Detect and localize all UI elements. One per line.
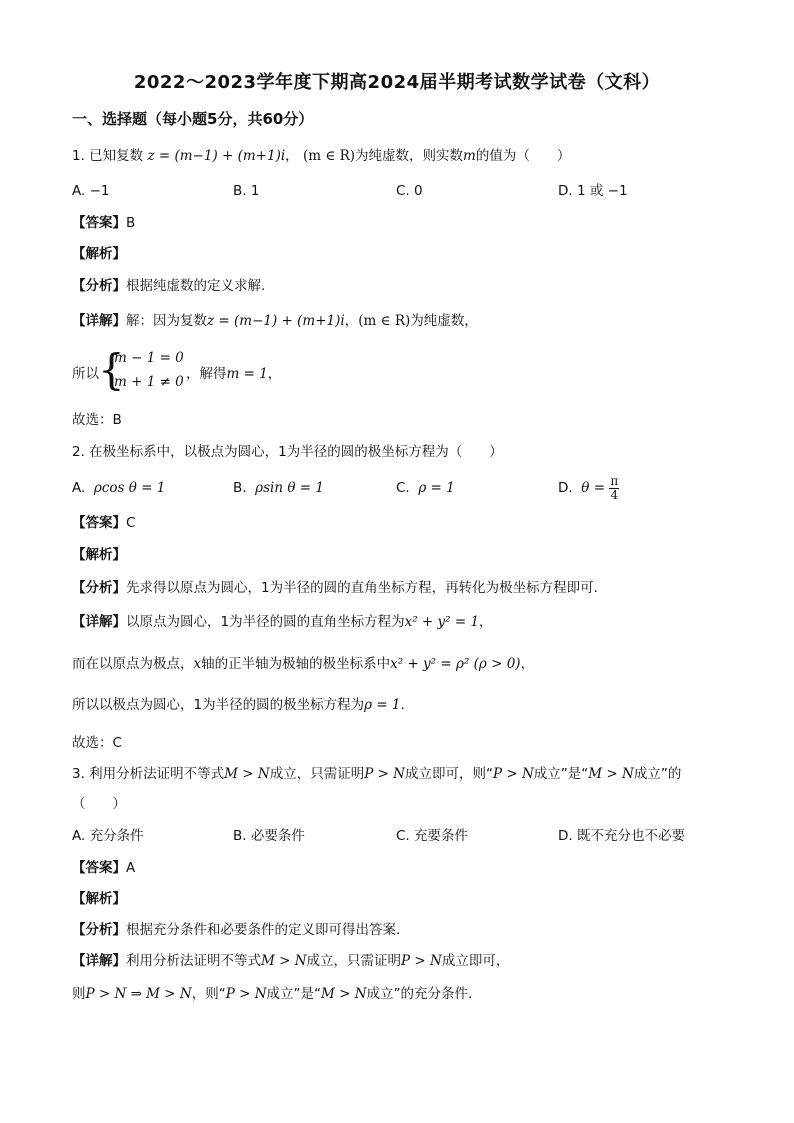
q3-analysis-text: 根据充分条件和必要条件的定义即可得出答案. [126, 922, 401, 938]
q2-analysis-text: 先求得以原点为圆心，1为半径的圆的直角坐标方程，再转化为极坐标方程即可. [126, 580, 598, 596]
q3-d1-text-2: 成立即可， [441, 953, 510, 969]
q2-option-c-label: C. [396, 480, 410, 496]
q3-detail-1 [72, 951, 509, 971]
q3-formula-3: P > N [493, 766, 534, 782]
q1-system-eq2: m + 1 ≠ 0 [114, 374, 184, 390]
q2-detail1-pre: 以原点为圆心，1为半径的圆的直角坐标方程为 [126, 614, 405, 630]
answer-label: 【答案】 [72, 515, 126, 531]
q3-analysis [72, 920, 400, 940]
q1-detail-pre: 解：因为复数 [126, 313, 207, 329]
q2-option-b-label: B. [233, 480, 247, 496]
q2-analysis [72, 578, 598, 598]
q1-so-tail-post: ， [267, 366, 282, 382]
fraction-denominator: 4 [610, 487, 619, 502]
detail-label: 【详解】 [72, 953, 126, 969]
q2-detail-1 [72, 612, 493, 632]
q2-option-c-formula: ρ = 1 [418, 480, 455, 496]
q3-d2-text-3: 成立”的充分条件. [366, 986, 473, 1002]
q1-analysis-text: 根据纯虚数的定义求解. [126, 278, 266, 294]
q1-answer [72, 213, 135, 233]
q2-option-d-fraction [609, 475, 619, 502]
q3-d1-formula-1: M > N [261, 953, 307, 969]
q3-option-a: A. 充分条件 [72, 828, 144, 844]
q3-option-d: D. 既不充分也不必要 [558, 828, 685, 844]
q1-option-c: C. 0 [396, 183, 423, 199]
q2-detail2-formula: x² + y² = ρ² (ρ > 0) [390, 656, 521, 672]
q2-option-a-formula: ρcos θ = 1 [93, 480, 166, 496]
q1-formula: z = (m−1) + (m+1)i [147, 148, 286, 164]
q1-choose: 故选：B [72, 412, 122, 428]
q1-detail: 【详解】解：因为复数z = (m−1) + (m+1)i，(m ∈ R)为纯虚数， [72, 313, 478, 329]
q2-detail-2 [72, 654, 534, 674]
q3-detail-2 [72, 984, 472, 1004]
q3-option-b: B. 必要条件 [233, 828, 305, 844]
q3-text-4: 成立”的 [633, 766, 682, 782]
q3-text-3: 成立”是“ [533, 766, 589, 782]
q2-option-c [396, 478, 455, 498]
q2-detail2-post: ， [520, 656, 535, 672]
detail-label: 【详解】 [72, 614, 126, 630]
analysis-label: 【分析】 [72, 580, 126, 596]
q1-stem-post: 为纯虚数，则实数 [355, 148, 464, 164]
detail-label: 【详解】 [72, 313, 126, 329]
q3-answer [72, 858, 135, 878]
q3-formula-1: M > N [224, 766, 270, 782]
q3-formula-4: M > N [588, 766, 634, 782]
q3-formula-2: P > N [364, 766, 405, 782]
q2-detail3-post: . [400, 697, 405, 713]
q3-stem [72, 764, 681, 784]
q1-detail-post: 为纯虚数， [410, 313, 478, 329]
q2-detail2-mid: 轴的正半轴为极轴的极坐标系中 [201, 656, 391, 672]
q2-choose: 故选：C [72, 735, 122, 751]
analysis-label: 【分析】 [72, 278, 126, 294]
q1-so-tail-formula: m = 1 [226, 366, 268, 382]
q3-d2-pre: 则 [72, 986, 86, 1002]
q2-option-a-label: A. [72, 480, 86, 496]
section-heading: 一、选择题（每小题5分，共60分） [72, 110, 314, 128]
q2-detail1-formula: x² + y² = 1 [404, 614, 480, 630]
q3-jiexi: 【解析】 [72, 891, 126, 907]
q1-option-d: D. 1 或 −1 [558, 183, 628, 199]
q2-detail3-formula: ρ = 1 [364, 697, 401, 713]
q1-detail-formula: z = (m−1) + (m+1)i [207, 313, 345, 329]
q1-option-b: B. 1 [233, 183, 260, 199]
q3-stem-pre: 3. 利用分析法证明不等式 [72, 766, 225, 782]
q3-paren: （ ） [72, 796, 126, 812]
q1-stem-end: 的值为（ ） [475, 148, 571, 164]
q2-answer-value: C [126, 515, 136, 531]
q1-condition: (m ∈ R) [302, 148, 356, 164]
analysis-label: 【分析】 [72, 922, 126, 938]
q3-d2-text-2: 成立”是“ [266, 986, 322, 1002]
q1-detail-cond: (m ∈ R) [358, 313, 411, 329]
q1-jiexi: 【解析】 [72, 246, 126, 262]
q2-detail3-pre: 所以以极点为圆心，1为半径的圆的极坐标方程为 [72, 697, 365, 713]
q3-d2-text-1: ，则“ [191, 986, 226, 1002]
q2-option-d-pre: θ = [581, 480, 606, 496]
q1-analysis [72, 276, 265, 296]
brace-symbol: { [98, 345, 125, 394]
q2-detail-3 [72, 695, 405, 715]
q3-answer-value: A [126, 860, 136, 876]
q1-so-lead: 所以 [72, 366, 99, 382]
q2-detail1-post: ， [479, 614, 493, 630]
answer-label: 【答案】 [72, 215, 126, 231]
q3-d1-pre: 利用分析法证明不等式 [126, 953, 261, 969]
q3-text-2: 成立即可，则“ [405, 766, 493, 782]
q2-option-d-label: D. [558, 480, 573, 496]
q2-detail2-pre: 而在以原点为极点， [72, 656, 194, 672]
answer-label: 【答案】 [72, 860, 126, 876]
q2-stem: 2. 在极坐标系中，以极点为圆心，1为半径的圆的极坐标方程为（ ） [72, 444, 503, 460]
q2-option-d [558, 471, 619, 505]
q1-so-tail-pre: ，解得 [186, 366, 227, 382]
fraction-numerator: π [610, 473, 619, 488]
q3-d2-formula-3: M > N [321, 986, 367, 1002]
q3-d1-formula-2: P > N [401, 953, 442, 969]
q2-option-a [72, 478, 165, 498]
q3-option-c: C. 充要条件 [396, 828, 469, 844]
q2-detail2-var: x [193, 656, 202, 672]
q2-jiexi: 【解析】 [72, 547, 126, 563]
q2-option-b-formula: ρsin θ = 1 [255, 480, 324, 496]
q1-option-a: A. −1 [72, 183, 110, 199]
q3-d2-formula-2: P > N [225, 986, 267, 1002]
page-title: 2022～2023学年度下期高2024届半期考试数学试卷（文科） [133, 72, 661, 93]
q1-stem-text: 1. 已知复数 [72, 148, 144, 164]
q2-option-b [233, 478, 324, 498]
q1-var: m [463, 148, 476, 164]
q3-d1-text-1: 成立，只需证明 [306, 953, 402, 969]
q1-answer-value: B [126, 215, 136, 231]
q1-system-eq1: m − 1 = 0 [114, 350, 184, 366]
q2-answer [72, 513, 135, 533]
q1-stem: 1. 已知复数 z = (m−1) + (m+1)i， (m ∈ R)为纯虚数，则实数m的值为（ ） [72, 148, 571, 164]
q3-d2-formula-1: P > N ⇒ M > N [85, 986, 192, 1002]
q3-text-1: 成立，只需证明 [269, 766, 365, 782]
